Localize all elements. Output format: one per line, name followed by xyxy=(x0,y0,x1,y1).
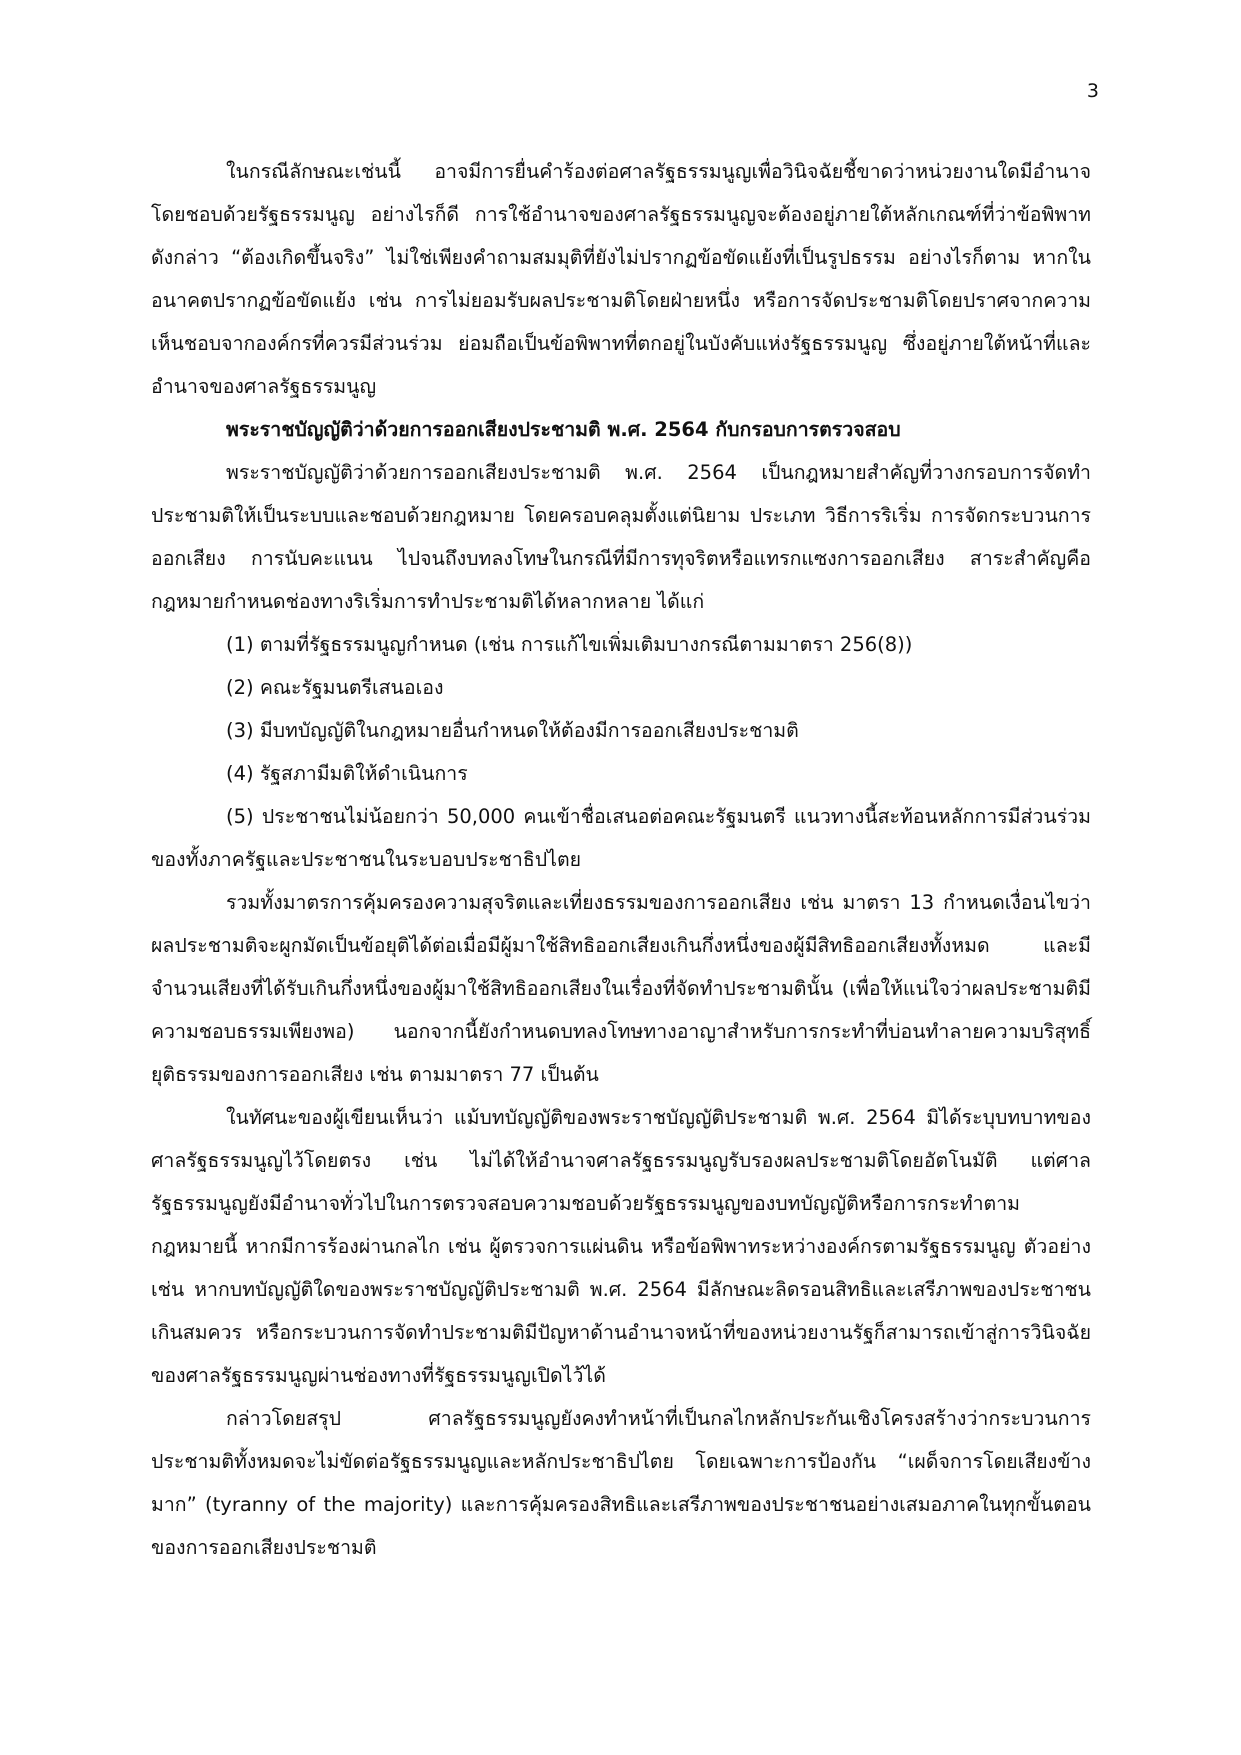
page-number: 3 xyxy=(1086,80,1099,102)
document-body xyxy=(151,150,1091,1569)
paragraph-referendum-act-overview: พระราชบัญญัติว่าด้วยการออกเสียงประชามติ พ.ศ. 2564 เป็นกฎหมายสำคัญที่วางกรอบการจัดทำประชามติให้เป็นระบบและชอบด้วยกฎหมาย โดยครอบคลุมตั้งแต่นิยาม ประเภท วิธีการริเริ่ม การจัดกระบวนการออกเสียง การนับคะแนน ไปจนถึงบทลงโทษในกรณีที่มีการทุจริตหรือแทรกแซงการออกเสียง สาระสำคัญคือ กฎหมายกำหนดช่องทางริเริ่มการทำประชามติได้หลากหลาย ได้แก่ xyxy=(151,461,1091,613)
paragraph-constitutional-court-jurisdiction: ในกรณีลักษณะเช่นนี้ อาจมีการยื่นคำร้องต่อศาลรัฐธรรมนูญเพื่อวินิจฉัยชี้ขาดว่าหน่วยงานใดมีอำนาจโดยชอบด้วยรัฐธรรมนูญ อย่างไรก็ดี การใช้อำนาจของศาลรัฐธรรมนูญจะต้องอยู่ภายใต้หลักเกณฑ์ที่ว่าข้อพิพาทดังกล่าว “ต้องเกิดขึ้นจริง” ไม่ใช่เพียงคำถามสมมุติที่ยังไม่ปรากฏข้อขัดแย้งที่เป็นรูปธรรม อย่างไรก็ตาม หากในอนาคตปรากฏข้อขัดแย้ง เช่น การไม่ยอมรับผลประชามติโดยฝ่ายหนึ่ง หรือการจัดประชามติโดยปราศจากความเห็นชอบจากองค์กรที่ควรมีส่วนร่วม ย่อมถือเป็นข้อพิพาทที่ตกอยู่ในบังคับแห่งรัฐธรรมนูญ ซึ่งอยู่ภายใต้หน้าที่และอำนาจของศาลรัฐธรรมนูญ xyxy=(151,160,1091,398)
paragraph-conclusion: กล่าวโดยสรุป ศาลรัฐธรรมนูญยังคงทำหน้าที่เป็นกลไกหลักประกันเชิงโครงสร้างว่ากระบวนการประชามติทั้งหมดจะไม่ขัดต่อรัฐธรรมนูญและหลักประชาธิปไตย โดยเฉพาะการป้องกัน “เผด็จการโดยเสียงข้างมาก” (tyranny of the majority) และการคุ้มครองสิทธิและเสรีภาพของประชาชนอย่างเสมอภาคในทุกขั้นตอนของการออกเสียงประชามติ xyxy=(151,1407,1091,1559)
list-item: (2) คณะรัฐมนตรีเสนอเอง xyxy=(226,676,444,699)
list-item: (3) มีบทบัญญัติในกฎหมายอื่นกำหนดให้ต้องมีการออกเสียงประชามติ xyxy=(226,719,799,742)
list-item: (1) ตามที่รัฐธรรมนูญกำหนด (เช่น การแก้ไขเพิ่มเติมบางกรณีตามมาตรา 256(8)) xyxy=(226,633,913,656)
paragraph-integrity-measures: รวมทั้งมาตรการคุ้มครองความสุจริตและเที่ยงธรรมของการออกเสียง เช่น มาตรา 13 กำหนดเงื่อนไขว่าผลประชามติจะผูกมัดเป็นข้อยุติได้ต่อเมื่อมีผู้มาใช้สิทธิออกเสียงเกินกึ่งหนึ่งของผู้มีสิทธิออกเสียงทั้งหมด และมีจำนวนเสียงที่ได้รับเกินกึ่งหนึ่งของผู้มาใช้สิทธิออกเสียงในเรื่องที่จัดทำประชามตินั้น (เพื่อให้แน่ใจว่าผลประชามติมีความชอบธรรมเพียงพอ) นอกจากนี้ยังกำหนดบทลงโทษทางอาญาสำหรับการกระทำที่บ่อนทำลายความบริสุทธิ์ยุติธรรมของการออกเสียง เช่น ตามมาตรา 77 เป็นต้น xyxy=(151,891,1091,1086)
paragraph-author-view: ในทัศนะของผู้เขียนเห็นว่า แม้บทบัญญัติของพระราชบัญญัติประชามติ พ.ศ. 2564 มิได้ระบุบทบาทของศาลรัฐธรรมนูญไว้โดยตรง เช่น ไม่ได้ให้อำนาจศาลรัฐธรรมนูญรับรองผลประชามติโดยอัตโนมัติ แต่ศาลรัฐธรรมนูญยังมีอำนาจทั่วไปในการตรวจสอบความชอบด้วยรัฐธรรมนูญของบทบัญญัติหรือการกระทำตามกฎหมายนี้ หากมีการร้องผ่านกลไก เช่น ผู้ตรวจการแผ่นดิน หรือข้อพิพาทระหว่างองค์กรตามรัฐธรรมนูญ ตัวอย่างเช่น หากบทบัญญัติใดของพระราชบัญญัติประชามติ พ.ศ. 2564 มีลักษณะลิดรอนสิทธิและเสรีภาพของประชาชนเกินสมควร หรือกระบวนการจัดทำประชามติมีปัญหาด้านอำนาจหน้าที่ของหน่วยงานรัฐก็สามารถเข้าสู่การวินิจฉัยของศาลรัฐธรรมนูญผ่านช่องทางที่รัฐธรรมนูญเปิดไว้ได้ xyxy=(151,1106,1091,1387)
list-item: (4) รัฐสภามีมติให้ดำเนินการ xyxy=(226,762,468,785)
section-heading: พระราชบัญญัติว่าด้วยการออกเสียงประชามติ พ.ศ. 2564 กับกรอบการตรวจสอบ xyxy=(226,418,901,441)
list-item: (5) ประชาชนไม่น้อยกว่า 50,000 คนเข้าชื่อเสนอต่อคณะรัฐมนตรี แนวทางนี้สะท้อนหลักการมีส่วนร่วมของทั้งภาครัฐและประชาชนในระบอบประชาธิปไตย xyxy=(151,805,1091,871)
